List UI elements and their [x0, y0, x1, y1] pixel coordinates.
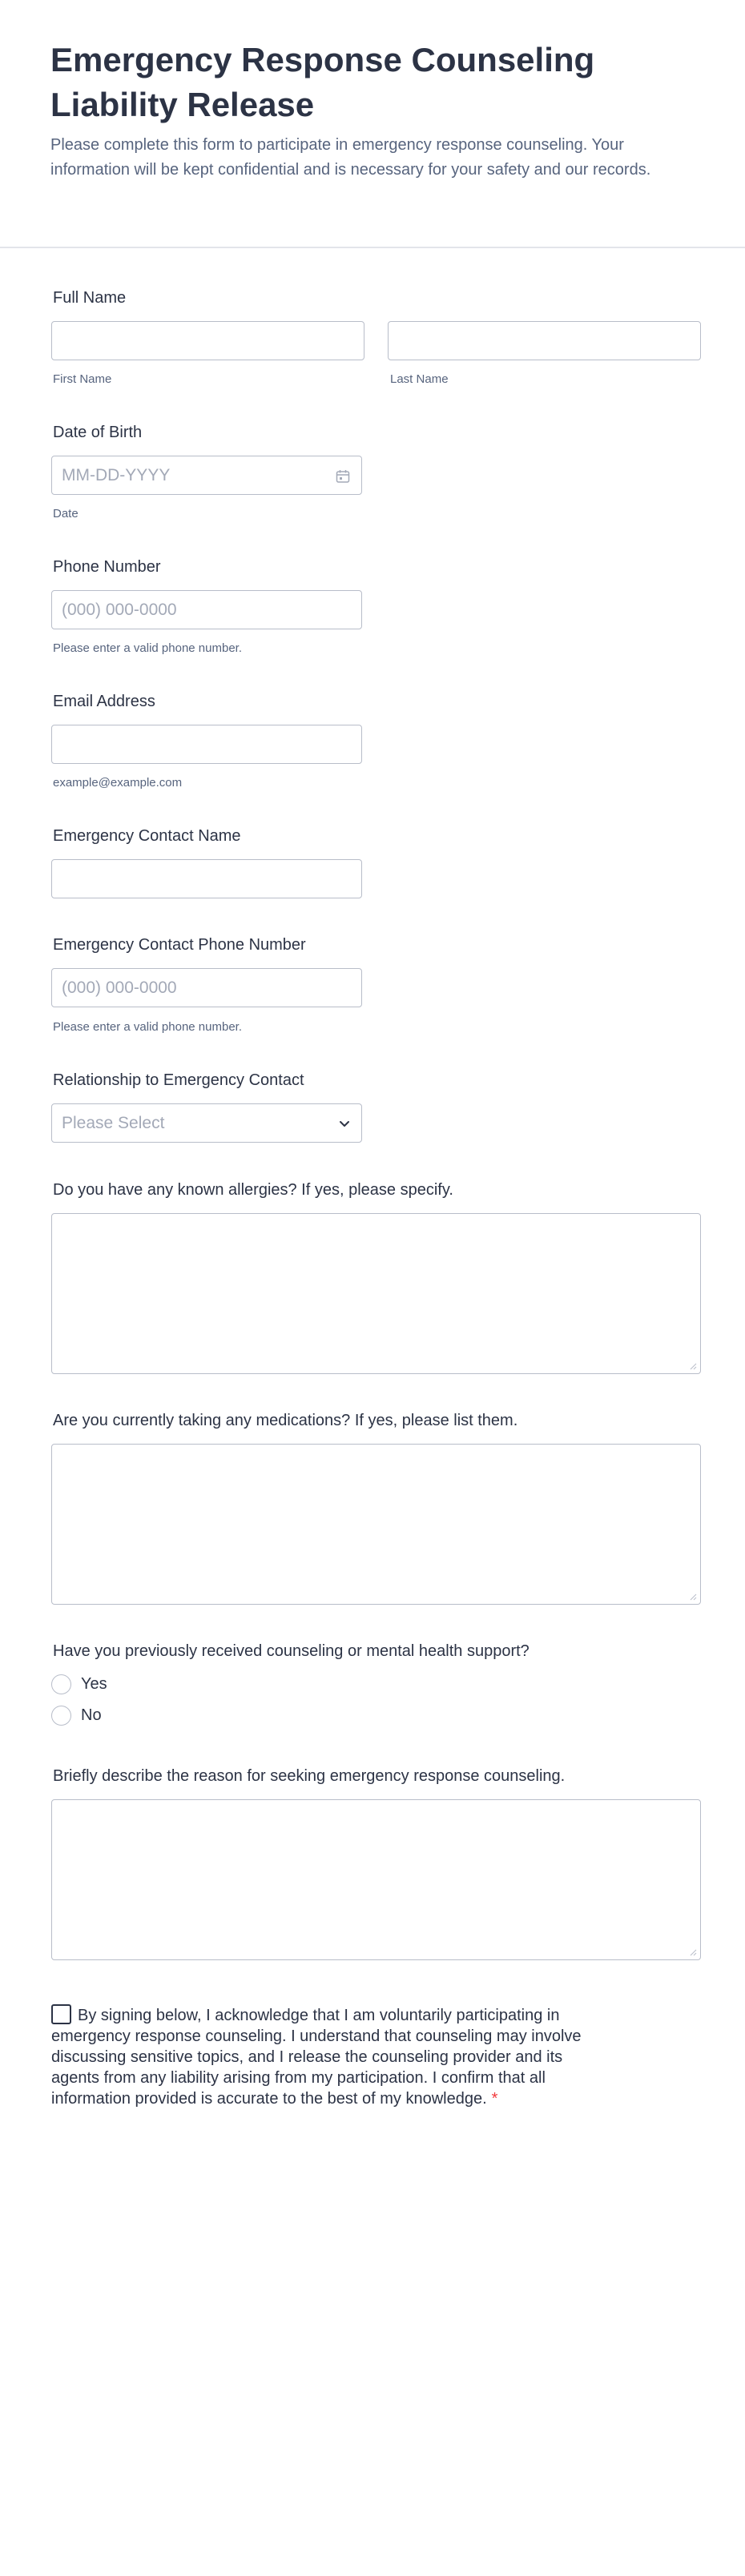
- phone-label: Phone Number: [53, 558, 161, 576]
- first-name-sublabel: First Name: [53, 372, 112, 386]
- first-name-input[interactable]: [51, 321, 364, 360]
- chevron-down-icon: [337, 1116, 352, 1131]
- medications-label: Are you currently taking any medications? If yes, please list them.: [53, 1412, 518, 1429]
- dob-input[interactable]: [51, 456, 362, 495]
- reason-textarea[interactable]: [51, 1799, 701, 1960]
- radio-option-yes[interactable]: [51, 1674, 107, 1694]
- consent-text: By signing below, I acknowledge that I am voluntarily participating in emergency response counseling. I understand that counseling may involve discussing sensitive topics, and I release the counseling provider and its agents from any liability arising from my participation. I confirm that all information provided is accurate to the best of my knowledge.: [51, 2007, 582, 2108]
- emergency-name-label: Emergency Contact Name: [53, 827, 241, 845]
- last-name-input[interactable]: [388, 321, 701, 360]
- allergies-label: Do you have any known allergies? If yes, please specify.: [53, 1181, 453, 1199]
- dob-placeholder: MM-DD-YYYY: [62, 465, 171, 484]
- radio-label-yes: Yes: [81, 1675, 107, 1693]
- emergency-phone-placeholder: (000) 000-0000: [62, 978, 177, 997]
- email-label: Email Address: [53, 693, 155, 710]
- emergency-name-input[interactable]: [51, 859, 362, 898]
- dob-label: Date of Birth: [53, 424, 143, 441]
- last-name-sublabel: Last Name: [390, 372, 449, 386]
- relationship-select[interactable]: [51, 1103, 362, 1143]
- medications-textarea[interactable]: [51, 1444, 701, 1605]
- radio-button[interactable]: [51, 1706, 71, 1726]
- required-mark: *: [491, 2090, 498, 2108]
- radio-option-no[interactable]: [51, 1706, 102, 1726]
- relationship-label: Relationship to Emergency Contact: [53, 1071, 304, 1089]
- relationship-selected: Please Select: [62, 1113, 165, 1132]
- phone-placeholder: (000) 000-0000: [62, 600, 177, 619]
- emergency-phone-label: Emergency Contact Phone Number: [53, 936, 306, 954]
- calendar-icon[interactable]: [336, 469, 350, 484]
- allergies-textarea[interactable]: [51, 1213, 701, 1374]
- full-name-label: Full Name: [53, 289, 127, 307]
- dob-sublabel: Date: [53, 507, 79, 520]
- emergency-phone-input[interactable]: [51, 968, 362, 1007]
- resize-grip-icon[interactable]: [689, 1362, 697, 1370]
- prior-counseling-label: Have you previously received counseling or mental health support?: [53, 1642, 530, 1660]
- reason-label: Briefly describe the reason for seeking emergency response counseling.: [53, 1767, 566, 1785]
- form-header: [0, 0, 745, 248]
- consent-block: [51, 2004, 612, 2109]
- emergency-phone-sublabel: Please enter a valid phone number.: [53, 1020, 242, 1034]
- radio-label-no: No: [81, 1706, 102, 1724]
- radio-button[interactable]: [51, 1674, 71, 1694]
- email-input[interactable]: [51, 725, 362, 764]
- consent-checkbox[interactable]: [51, 2004, 71, 2024]
- form-description: Please complete this form to participate in emergency response counseling. Your information will be kept confidential and is necessary for your safety and our records.: [50, 136, 651, 179]
- phone-input[interactable]: [51, 590, 362, 629]
- email-sublabel: example@example.com: [53, 776, 183, 790]
- resize-grip-icon[interactable]: [689, 1948, 697, 1956]
- form-title: Emergency Response Counseling Liability Release: [50, 41, 595, 123]
- resize-grip-icon[interactable]: [689, 1593, 697, 1601]
- phone-sublabel: Please enter a valid phone number.: [53, 641, 242, 655]
